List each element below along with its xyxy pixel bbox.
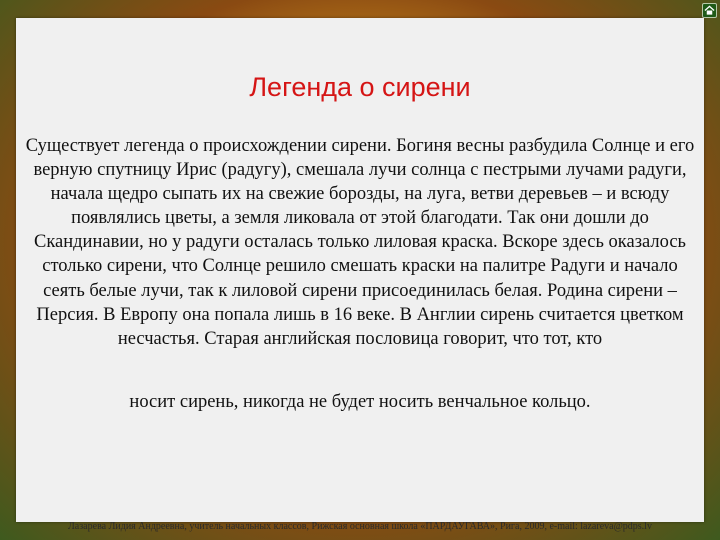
author-footer: Лазарева Лидия Андреевна, учитель начальных классов, Рижская основная школа «ПАРДАУГАВА», Рига, 2009, e-mail: lazareva@pdps.lv	[68, 521, 652, 532]
home-icon[interactable]	[702, 3, 717, 18]
slide-title: Легенда о сирени	[249, 72, 471, 102]
legend-text: Существует легенда о происхождении сирени. Богиня весны разбудила Солнце и его верную спутницу Ирис (радугу), смешала лучи солнца с пестрыми лучами радуги, начала щедро сыпать их на свежие борозды, на луга, ветви деревьев – и всюду появлялись цветы, а земля ликовала от этой благодати. Так они дошли до Скандинавии, но у радуги осталась только лиловая краска. Вскоре здесь оказалось столько сирени, что Солнце решило смешать краски на палитре Радуги и начало сеять белые лучи, так к лиловой сирени присоединилась белая. Родина сирени – Персия. В Европу она попала лишь в 16 веке. В Англии сирень считается цветком несчастья. Старая английская пословица говорит, что тот, кто	[25, 136, 695, 349]
slide-panel	[16, 18, 704, 532]
legend-last-line: носит сирень, никогда не будет носить венчальное кольцо.	[129, 392, 591, 412]
